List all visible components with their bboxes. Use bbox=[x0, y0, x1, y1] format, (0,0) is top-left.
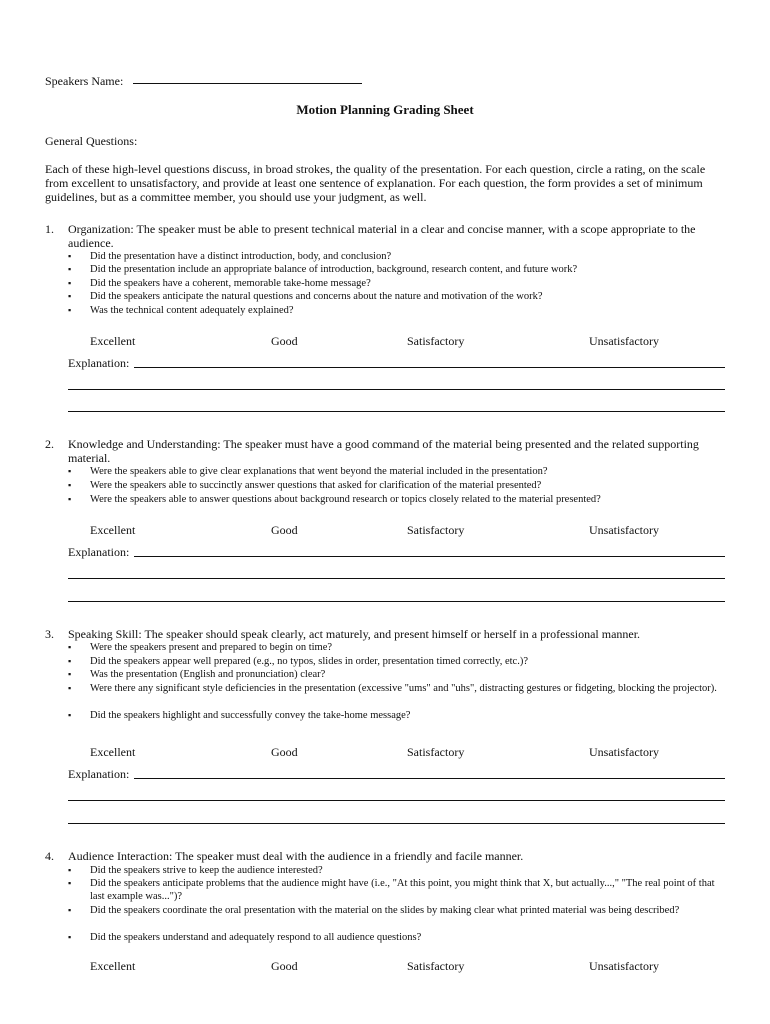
question-text: Audience Interaction: The speaker must deal with the audience in a friendly and facile manner. bbox=[68, 849, 524, 863]
page-title: Motion Planning Grading Sheet bbox=[296, 102, 474, 117]
list-item: Did the speakers appear well prepared (e.g., no typos, slides in order, presentation timed correctly, etc.)? bbox=[90, 656, 528, 667]
bullet-icon: ▪ bbox=[68, 710, 72, 720]
list-item: Did the speakers anticipate problems that the audience might have (i.e., "At this point, you might think that X, but actually...," "The real point of that last example was...")? bbox=[90, 878, 715, 902]
bullet-icon: ▪ bbox=[68, 494, 72, 504]
rating-good[interactable]: Good bbox=[271, 334, 298, 348]
question-text: Organization: The speaker must be able to present technical material in a clear and concise manner, with a scope appropriate to the audience. bbox=[68, 222, 696, 250]
explanation-line[interactable] bbox=[68, 823, 725, 824]
explanation-line[interactable] bbox=[68, 601, 725, 602]
explanation-label: Explanation: bbox=[68, 767, 130, 781]
question-number: 2. bbox=[45, 437, 54, 451]
rating-good[interactable]: Good bbox=[271, 959, 298, 973]
bullet-icon: ▪ bbox=[68, 642, 72, 652]
bullet-icon: ▪ bbox=[68, 480, 72, 490]
speakers-name-field[interactable] bbox=[133, 83, 362, 84]
list-item: Were the speakers able to give clear explanations that went beyond the material included in the presentation? bbox=[90, 466, 548, 477]
bullet-icon: ▪ bbox=[68, 291, 72, 301]
explanation-line[interactable] bbox=[134, 556, 725, 557]
rating-excellent[interactable]: Excellent bbox=[90, 334, 136, 348]
bullet-icon: ▪ bbox=[68, 683, 72, 693]
rating-satisfactory[interactable]: Satisfactory bbox=[407, 523, 465, 537]
rating-excellent[interactable]: Excellent bbox=[90, 523, 136, 537]
bullet-icon: ▪ bbox=[68, 305, 72, 315]
bullet-icon: ▪ bbox=[68, 656, 72, 666]
list-item: Did the presentation include an appropriate balance of introduction, background, research content, and future work? bbox=[90, 264, 578, 275]
rating-satisfactory[interactable]: Satisfactory bbox=[407, 959, 465, 973]
rating-good[interactable]: Good bbox=[271, 523, 298, 537]
list-item: Were the speakers able to answer questions about background research or topics closely related to the material presented? bbox=[90, 494, 601, 505]
list-item: Was the technical content adequately explained? bbox=[90, 305, 294, 316]
list-item: Were the speakers present and prepared to begin on time? bbox=[90, 642, 333, 653]
rating-unsatisfactory[interactable]: Unsatisfactory bbox=[589, 334, 659, 348]
bullet-icon: ▪ bbox=[68, 905, 72, 915]
rating-unsatisfactory[interactable]: Unsatisfactory bbox=[589, 959, 659, 973]
list-item: Was the presentation (English and pronunciation) clear? bbox=[90, 669, 326, 680]
rating-unsatisfactory[interactable]: Unsatisfactory bbox=[589, 745, 659, 759]
list-item: Did the speakers anticipate the natural questions and concerns about the nature and motivation of the work? bbox=[90, 291, 543, 302]
bullet-icon: ▪ bbox=[68, 251, 72, 261]
bullet-icon: ▪ bbox=[68, 669, 72, 679]
explanation-line[interactable] bbox=[68, 389, 725, 390]
bullet-icon: ▪ bbox=[68, 278, 72, 288]
list-item: Were there any significant style deficiencies in the presentation (excessive "ums" and "uhs", distracting gestures or fidgeting, blocking the projector). bbox=[90, 683, 717, 694]
list-item: Were the speakers able to succinctly answer questions that asked for clarification of the material presented? bbox=[90, 480, 542, 491]
list-item: Did the presentation have a distinct introduction, body, and conclusion? bbox=[90, 251, 392, 262]
bullet-icon: ▪ bbox=[68, 865, 72, 875]
rating-good[interactable]: Good bbox=[271, 745, 298, 759]
general-questions-label: General Questions: bbox=[45, 134, 138, 148]
explanation-line[interactable] bbox=[68, 800, 725, 801]
bullet-icon: ▪ bbox=[68, 878, 72, 888]
bullet-icon: ▪ bbox=[68, 264, 72, 274]
list-item: Did the speakers highlight and successfully convey the take-home message? bbox=[90, 710, 411, 721]
intro-paragraph: Each of these high-level questions discuss, in broad strokes, the quality of the presentation. For each question, circle a rating, on the scale from excellent to unsatisfactory, and provide at least one sentence of explanation. For each question, the form provides a set of minimum guidelines, but as a committee member, you should use your judgment, as well. bbox=[45, 162, 706, 204]
rating-excellent[interactable]: Excellent bbox=[90, 745, 136, 759]
bullet-icon: ▪ bbox=[68, 932, 72, 942]
explanation-line[interactable] bbox=[68, 411, 725, 412]
explanation-line[interactable] bbox=[134, 367, 725, 368]
list-item: Did the speakers strive to keep the audience interested? bbox=[90, 865, 323, 876]
explanation-label: Explanation: bbox=[68, 545, 130, 559]
rating-unsatisfactory[interactable]: Unsatisfactory bbox=[589, 523, 659, 537]
question-number: 4. bbox=[45, 849, 54, 863]
list-item: Did the speakers have a coherent, memorable take-home message? bbox=[90, 278, 371, 289]
speakers-name-label: Speakers Name: bbox=[45, 74, 124, 88]
question-number: 1. bbox=[45, 222, 54, 236]
rating-excellent[interactable]: Excellent bbox=[90, 959, 136, 973]
question-text: Knowledge and Understanding: The speaker must have a good command of the material being presented and the related supporting material. bbox=[68, 437, 699, 465]
explanation-line[interactable] bbox=[134, 778, 725, 779]
rating-satisfactory[interactable]: Satisfactory bbox=[407, 745, 465, 759]
question-number: 3. bbox=[45, 627, 54, 641]
rating-satisfactory[interactable]: Satisfactory bbox=[407, 334, 465, 348]
question-text: Speaking Skill: The speaker should speak clearly, act maturely, and present himself or herself in a professional manner. bbox=[68, 627, 641, 641]
explanation-line[interactable] bbox=[68, 578, 725, 579]
list-item: Did the speakers understand and adequately respond to all audience questions? bbox=[90, 932, 422, 943]
bullet-icon: ▪ bbox=[68, 466, 72, 476]
list-item: Did the speakers coordinate the oral presentation with the material on the slides by making clear what printed material was being described? bbox=[90, 905, 680, 916]
explanation-label: Explanation: bbox=[68, 356, 130, 370]
